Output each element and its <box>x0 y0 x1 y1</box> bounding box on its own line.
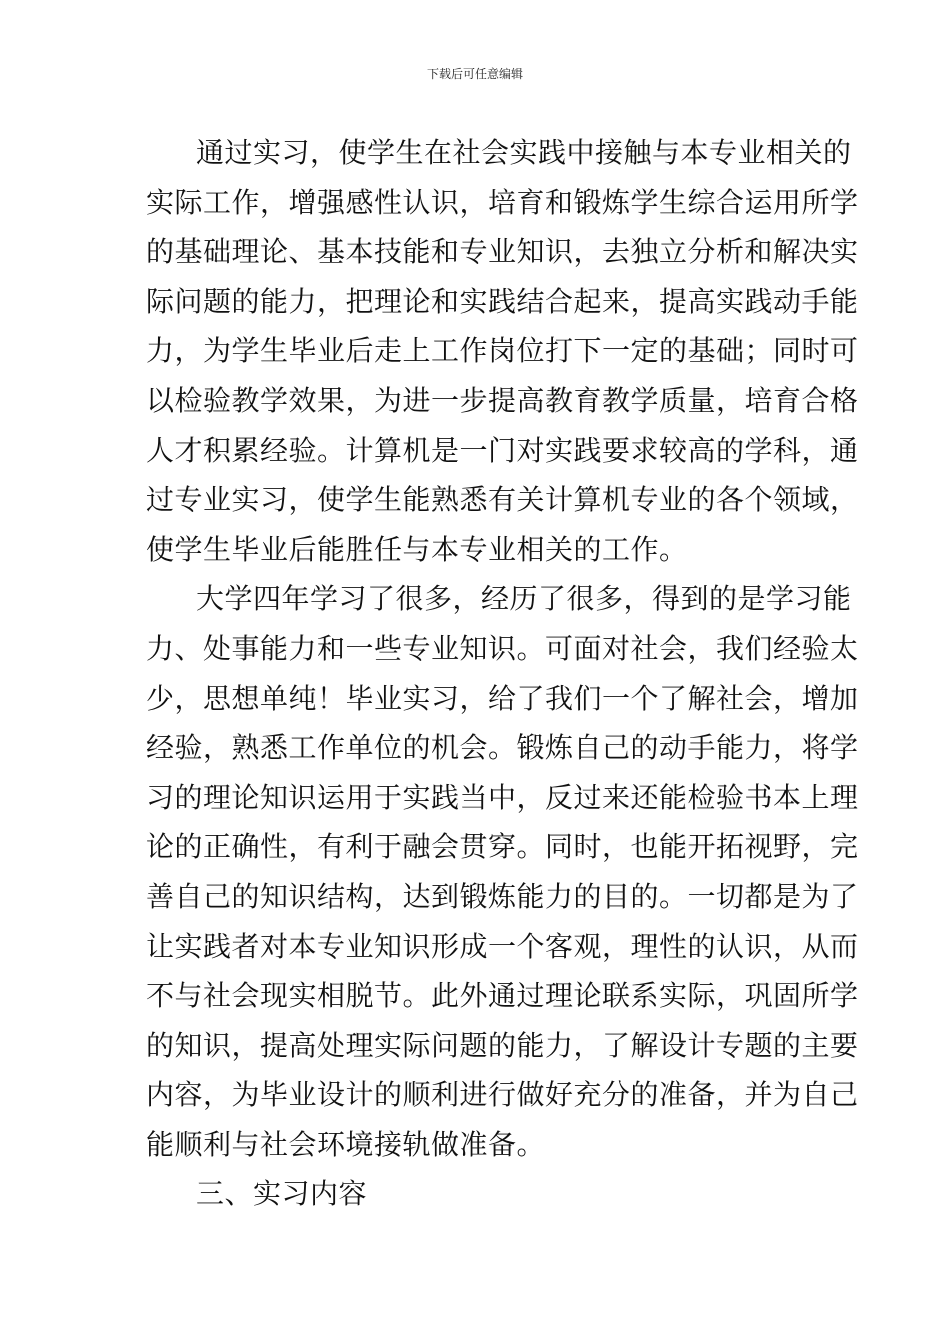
section-heading: 三、实习内容 <box>196 1177 368 1211</box>
text-line: 能顺利与社会环境接轨做准备。 <box>146 1127 546 1161</box>
text-line: 实际工作，增强感性认识，培育和锻炼学生综合运用所学 <box>146 185 859 219</box>
text-line: 人才积累经验。计算机是一门对实践要求较高的学科，通 <box>146 433 859 467</box>
text-line: 通过实习，使学生在社会实践中接触与本专业相关的 <box>196 136 852 169</box>
text-line: 内容，为毕业设计的顺利进行做好充分的准备，并为自己 <box>146 1078 859 1112</box>
text-line: 的知识，提高处理实际问题的能力，了解设计专题的主要 <box>146 1028 859 1062</box>
text-line: 善自己的知识结构，达到锻炼能力的目的。一切都是为了 <box>146 879 859 913</box>
text-line: 大学四年学习了很多，经历了很多，得到的是学习能 <box>196 582 852 616</box>
text-line: 力、处事能力和一些专业知识。可面对社会，我们经验太 <box>146 631 859 665</box>
text-line: 过专业实习，使学生能熟悉有关计算机专业的各个领域， <box>146 483 859 517</box>
paragraph-internship-purpose <box>146 128 859 574</box>
text-line: 习的理论知识运用于实践当中，反过来还能检验书本上理 <box>146 780 859 814</box>
text-line: 以检验教学效果，为进一步提高教育教学质量，培育合格 <box>146 383 859 417</box>
text-line: 使学生毕业后能胜任与本专业相关的工作。 <box>146 532 688 566</box>
text-line: 际问题的能力，把理论和实践结合起来，提高实践动手能 <box>146 284 859 318</box>
text-line: 经验，熟悉工作单位的机会。锻炼自己的动手能力，将学 <box>146 731 859 765</box>
text-line: 论的正确性，有利于融会贯穿。同时，也能开拓视野，完 <box>146 830 859 864</box>
text-line: 让实践者对本专业知识形成一个客观，理性的认识，从而 <box>146 929 859 963</box>
text-line: 不与社会现实相脱节。此外通过理论联系实际，巩固所学 <box>146 979 859 1013</box>
document-body <box>146 128 859 1219</box>
paragraph-internship-significance <box>146 574 859 1169</box>
text-line: 少，思想单纯！毕业实习，给了我们一个了解社会，增加 <box>146 681 859 715</box>
text-line: 的基础理论、基本技能和专业知识，去独立分析和解决实 <box>146 235 859 269</box>
text-line: 力，为学生毕业后走上工作岗位打下一定的基础；同时可 <box>146 334 859 368</box>
page-header: 下载后可任意编辑 <box>426 67 523 81</box>
